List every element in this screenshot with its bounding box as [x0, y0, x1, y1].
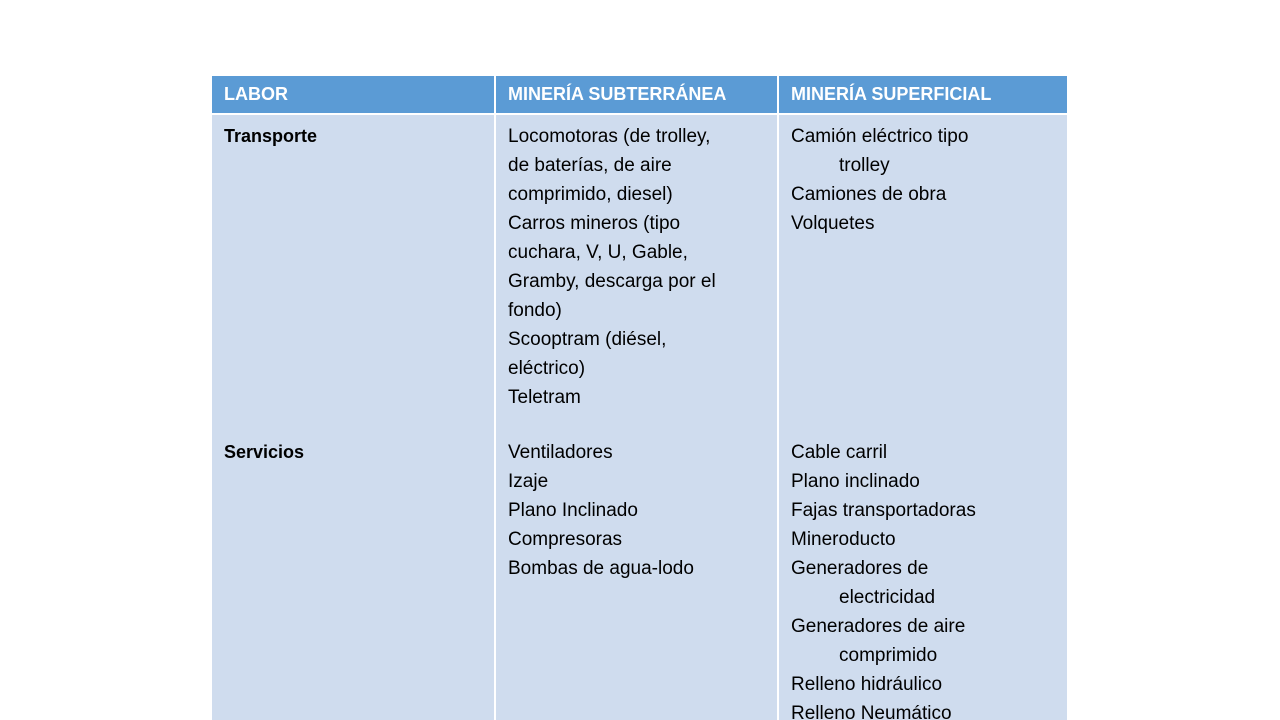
- list-item: [791, 209, 1059, 238]
- superficial-transporte-list: [791, 122, 1059, 238]
- list-item: [791, 670, 1059, 699]
- list-item-line: Relleno hidráulico: [791, 674, 943, 695]
- list-item-line: Generadores de: [791, 558, 929, 579]
- list-item: [508, 554, 769, 583]
- list-item-line: Scooptram (diésel,: [508, 329, 667, 350]
- list-item-line: cuchara, V, U, Gable,: [508, 242, 688, 263]
- list-item: [791, 525, 1059, 554]
- list-item-line: Relleno Neumático: [791, 703, 952, 720]
- header-mineria-subterranea: MINERÍA SUBTERRÁNEA: [496, 76, 779, 113]
- list-item-line: Generadores de aire: [791, 616, 966, 637]
- header-labor: LABOR: [212, 76, 496, 113]
- table-body-row: [212, 115, 1067, 720]
- labor-cell: [212, 115, 496, 720]
- list-item-line: electricidad: [839, 587, 936, 608]
- list-item-line: Ventiladores: [508, 442, 613, 463]
- list-item: [791, 699, 1059, 720]
- subterranea-cell: [496, 115, 779, 720]
- list-item-line: trolley: [839, 155, 890, 176]
- list-item-line: Plano inclinado: [791, 471, 920, 492]
- list-item: [791, 122, 1059, 180]
- list-item: [508, 467, 769, 496]
- list-item-line: Teletram: [508, 387, 581, 408]
- list-item-line: de baterías, de aire: [508, 155, 672, 176]
- list-item: [791, 612, 1059, 670]
- list-item-line: Camión eléctrico tipo: [791, 126, 969, 147]
- list-item-line: Cable carril: [791, 442, 888, 463]
- list-item-line: Plano Inclinado: [508, 500, 638, 521]
- table-header-row: [212, 76, 1067, 115]
- list-item-line: eléctrico): [508, 358, 586, 379]
- list-item-line: Mineroducto: [791, 529, 896, 550]
- list-item: [508, 496, 769, 525]
- list-item: [508, 383, 769, 412]
- subterranea-servicios-list: [508, 438, 769, 583]
- header-mineria-superficial: MINERÍA SUPERFICIAL: [791, 84, 992, 104]
- comparison-table: [212, 76, 1067, 720]
- subterranea-transporte-list: [508, 122, 769, 412]
- list-item-line: Fajas transportadoras: [791, 500, 976, 521]
- list-item-line: comprimido: [839, 645, 938, 666]
- list-item: [791, 554, 1059, 612]
- list-item-line: Izaje: [508, 471, 549, 492]
- superficial-cell: [779, 115, 1067, 720]
- list-item-line: Gramby, descarga por el: [508, 271, 716, 292]
- superficial-servicios-list: [791, 438, 1059, 720]
- list-item-line: Carros mineros (tipo: [508, 213, 681, 234]
- labor-transporte: Transporte: [224, 126, 318, 146]
- list-item: [791, 438, 1059, 467]
- list-item: [508, 438, 769, 467]
- list-item-line: Compresoras: [508, 529, 623, 550]
- list-item: [508, 122, 769, 209]
- list-item: [508, 209, 769, 325]
- list-item-line: fondo): [508, 300, 562, 321]
- list-item: [791, 180, 1059, 209]
- list-item: [791, 467, 1059, 496]
- list-item-line: Locomotoras (de trolley,: [508, 126, 711, 147]
- labor-servicios: Servicios: [224, 442, 305, 462]
- list-item-line: comprimido, diesel): [508, 184, 673, 205]
- list-item-line: Bombas de agua-lodo: [508, 558, 694, 579]
- list-item-line: Camiones de obra: [791, 184, 947, 205]
- list-item: [508, 325, 769, 383]
- list-item: [508, 525, 769, 554]
- list-item: [791, 496, 1059, 525]
- list-item-line: Volquetes: [791, 213, 875, 234]
